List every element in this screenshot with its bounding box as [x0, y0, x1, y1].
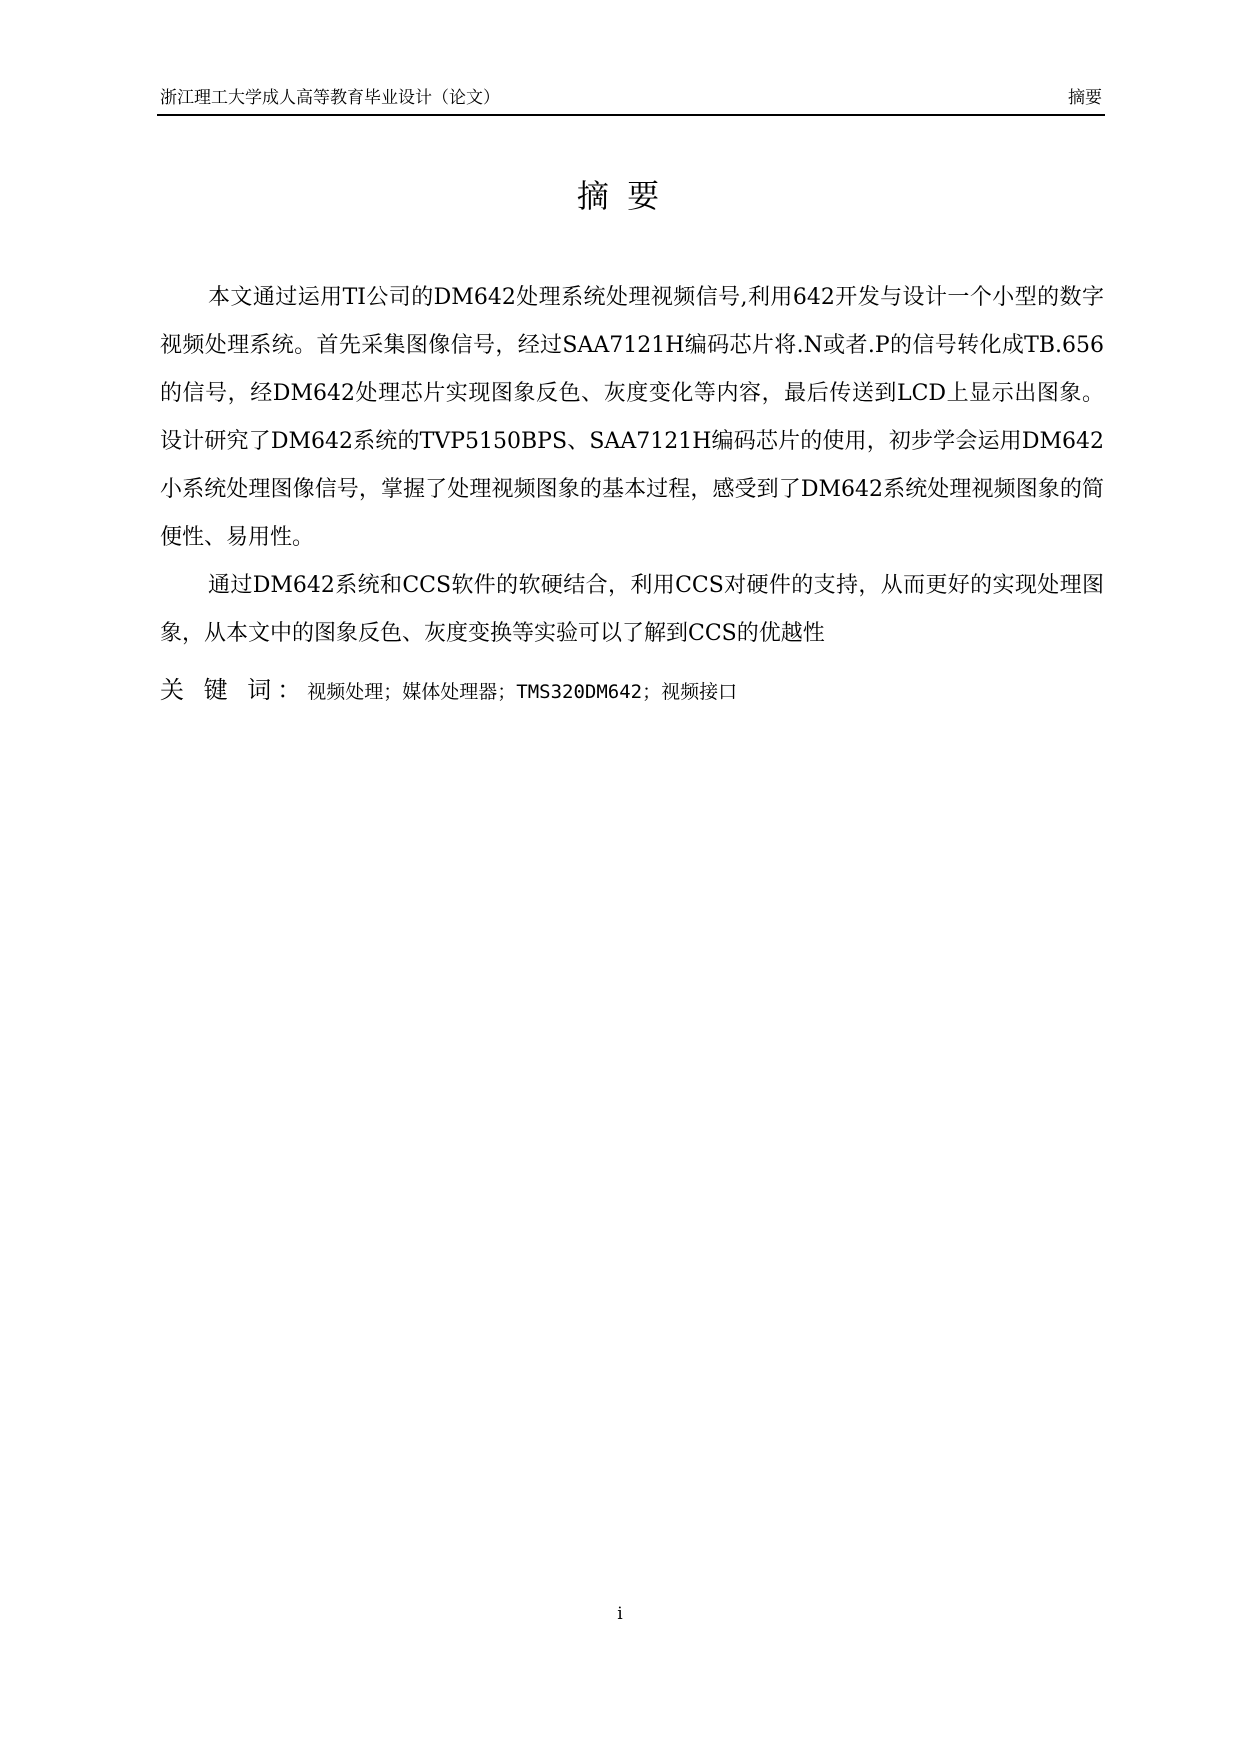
page-number: i	[617, 1604, 623, 1624]
keywords-line	[160, 672, 1104, 711]
keywords-value: 视频处理；媒体处理器；TMS320DM642；视频接口	[307, 681, 738, 703]
header-thesis-title: 浙江理工大学成人高等教育毕业设计（论文）	[160, 88, 500, 108]
abstract-paragraph-1: 本文通过运用TI公司的DM642处理系统处理视频信号,利用642开发与设计一个小型的数字视频处理系统。首先采集图像信号，经过SAA7121H编码芯片将.N或者.P的信号转化成TB.656的信号，经DM642处理芯片实现图象反色、灰度变化等内容，最后传送到LCD上显示出图象。设计研究了DM642系统的TVP5150BPS、SAA7121H编码芯片的使用，初步学会运用DM642小系统处理图像信号，掌握了处理视频图象的基本过程，感受到了DM642系统处理视频图象的简便性、易用性。	[160, 285, 1104, 550]
page-header	[157, 84, 1105, 116]
header-section-name: 摘要	[1068, 88, 1102, 108]
page-title: 摘 要	[576, 177, 664, 215]
keywords-label: 关 键 词：	[160, 676, 308, 704]
abstract-body	[160, 274, 1104, 658]
abstract-paragraph-2: 通过DM642系统和CCS软件的软硬结合，利用CCS对硬件的支持，从而更好的实现处理图象，从本文中的图象反色、灰度变换等实验可以了解到CCS的优越性	[160, 573, 1104, 646]
